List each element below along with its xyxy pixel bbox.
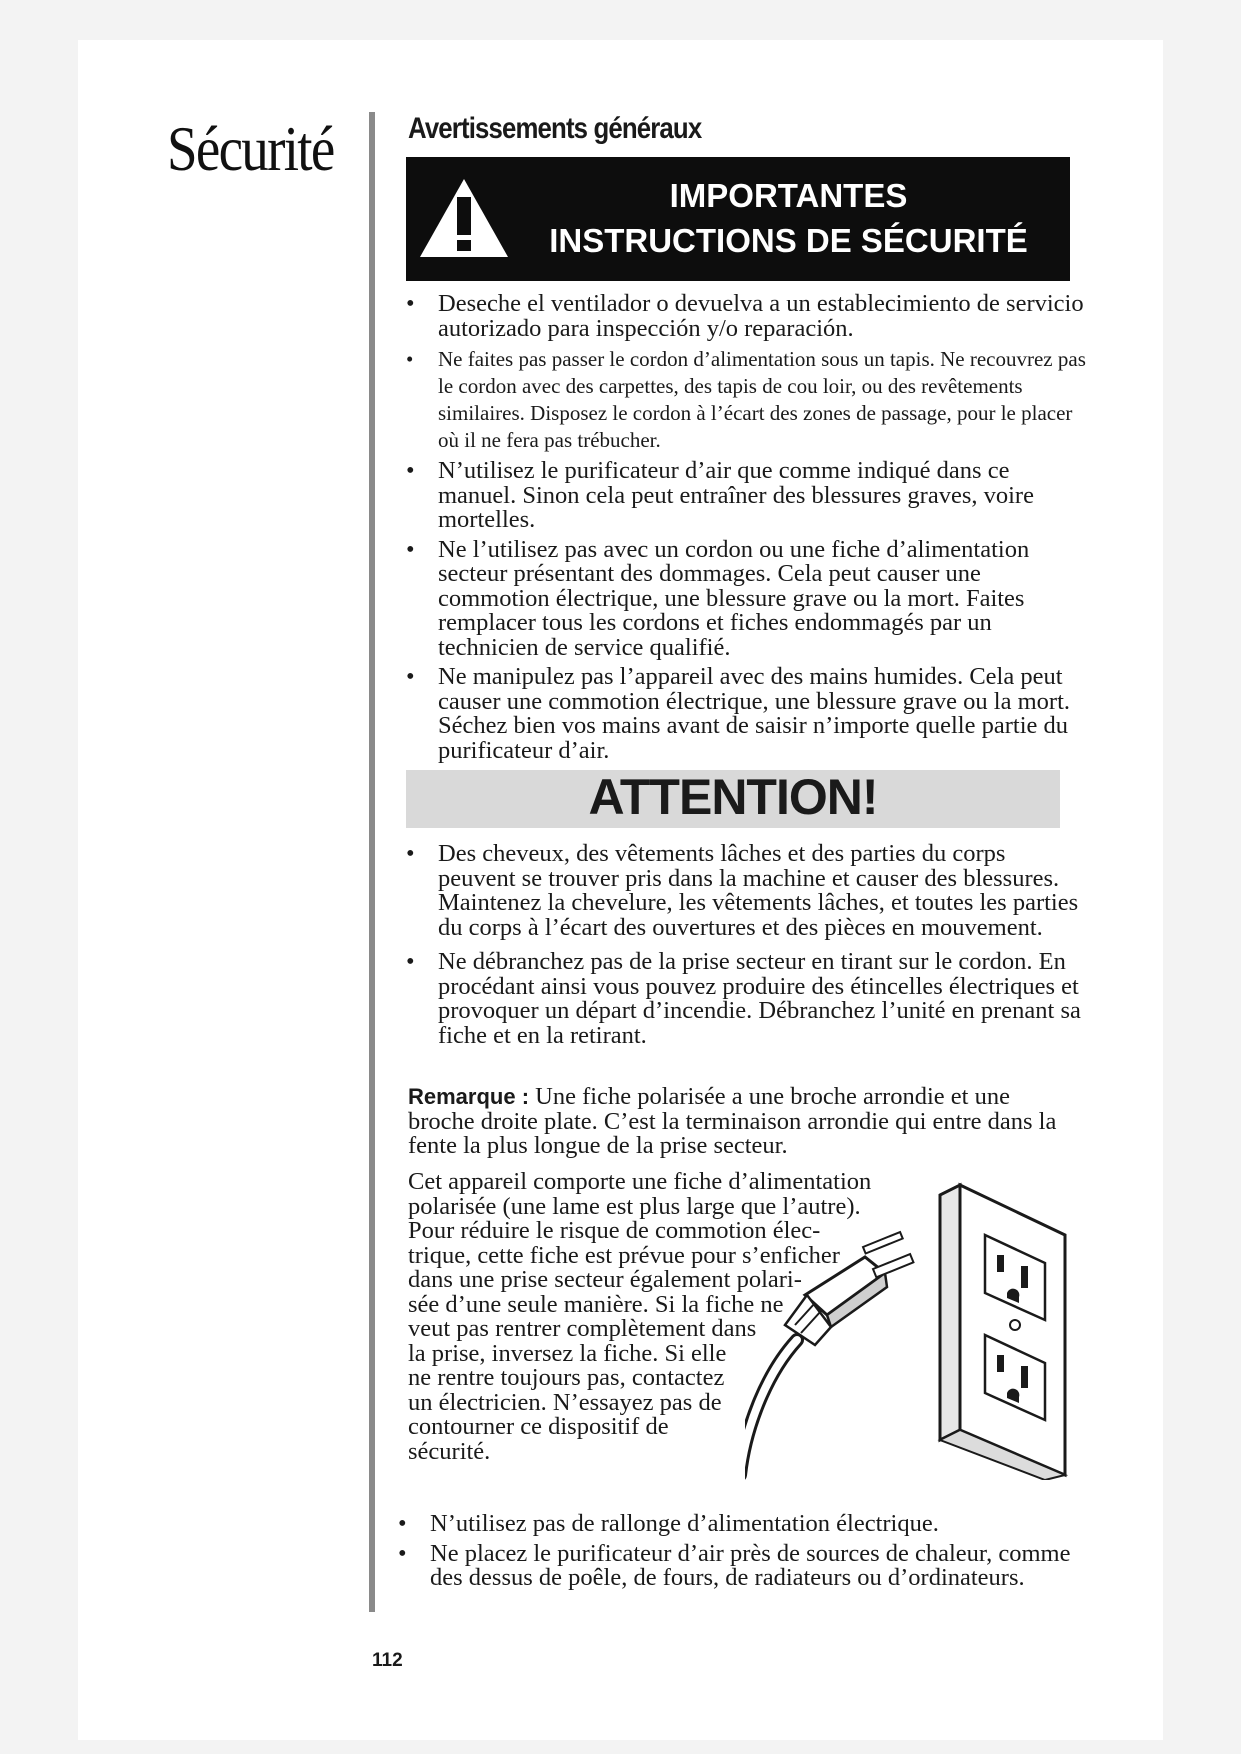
list-item: • Ne placez le purificateur d’air près de sources de chaleur, comme des dessus de poêle, de fours, de radiateurs ou d’ordinateurs. [398, 1542, 1078, 1591]
attention-heading: ATTENTION! [588, 769, 878, 825]
remark-label: Remarque : [408, 1084, 530, 1109]
text-line: dans une prise secteur également polari- [408, 1266, 802, 1293]
text-line: veut pas rentrer complètement dans [408, 1315, 757, 1342]
section-title: Sécurité [167, 113, 334, 184]
list-item: • Ne faites pas passer le cordon d’alimentation sous un tapis. Ne recouvrez pas le cordon avec des carpettes, des tapis de cou loir, ou des revêtements similaires. Disposez le cordon à l’écart des zones de passage, pour le placer où il ne fera pas trébucher. [406, 346, 1086, 454]
text-line: la prise, inversez la fiche. Si elle [408, 1339, 727, 1367]
banner-line-2: INSTRUCTIONS DE SÉCURITÉ [549, 222, 1028, 259]
list-item: • N’utilisez le purificateur d’air que comme indiqué dans ce manuel. Sinon cela peut entraîner des blessures graves, voire mortelles. [406, 459, 1086, 533]
text-line: contourner ce dispositif de [408, 1413, 669, 1440]
list-item: • Ne manipulez pas l’appareil avec des mains humides. Cela peut causer une commotion électrique, une blessure grave ou la mort. Séchez bien vos mains avant de saisir n’importe quelle partie du purificateur d’air. [406, 665, 1086, 763]
cautions-list [406, 842, 1086, 1053]
text-line: sée d’une seule manière. Si la fiche ne [408, 1290, 784, 1318]
text-line: ne rentre toujours pas, contactez [408, 1364, 725, 1391]
text-line: Pour réduire le risque de commotion élec- [408, 1217, 821, 1244]
banner-text [516, 173, 1061, 263]
text-line: un électricien. N’essayez pas de [408, 1388, 722, 1416]
list-item: • N’utilisez pas de rallonge d’alimentation électrique. [398, 1512, 1078, 1537]
text-line: trique, cette fiche est prévue pour s’enficher [408, 1241, 840, 1269]
page-heading: Avertissements généraux [408, 112, 702, 145]
page-number: 112 [372, 1650, 403, 1671]
text-line: Cet appareil comporte une fiche d’alimentation [408, 1168, 872, 1195]
list-item: • Deseche el ventilador o devuelva a un establecimiento de servicio autorizado para inspección y/o reparación. [406, 292, 1086, 341]
text-line: sécurité. [408, 1437, 491, 1465]
attention-banner [406, 770, 1060, 828]
final-bullets-list [398, 1512, 1078, 1596]
banner-line-1: IMPORTANTES [669, 177, 908, 214]
list-item: • Ne l’utilisez pas avec un cordon ou une fiche d’alimentation secteur présentant des dommages. Cela peut causer une commotion électrique, une blessure grave ou la mort. Faites remplacer tous les cordons et fiches endommagés par un technicien de service qualifié. [406, 538, 1086, 661]
warning-triangle-icon [416, 175, 512, 261]
outlet-plug-illustration [745, 1175, 1075, 1480]
vertical-rule [369, 112, 375, 1612]
remark-paragraph [408, 1085, 1068, 1159]
list-item: • Des cheveux, des vêtements lâches et des parties du corps peuvent se trouver pris dans la machine et causer des blessures. Maintenez la chevelure, les vêtements lâches, et toutes les parties du corps à l’écart des ouvertures et des pièces en mouvement. [406, 842, 1086, 940]
list-item: • Ne débranchez pas de la prise secteur en tirant sur le cordon. En procédant ainsi vous pouvez produire des étincelles électriques et provoquer un départ d’incendie. Débranchez l’unité en prenant sa fiche et en la retirant. [406, 950, 1086, 1048]
text-line: polarisée (une lame est plus large que l’autre). [408, 1192, 861, 1220]
remark-text: Une fiche polarisée a une broche arrondie et une broche droite plate. C’est la terminaison arrondie qui entre dans la fente la plus longue de la prise secteur. [408, 1083, 1057, 1159]
safety-instructions-banner [406, 157, 1070, 281]
warnings-list [406, 292, 1086, 768]
